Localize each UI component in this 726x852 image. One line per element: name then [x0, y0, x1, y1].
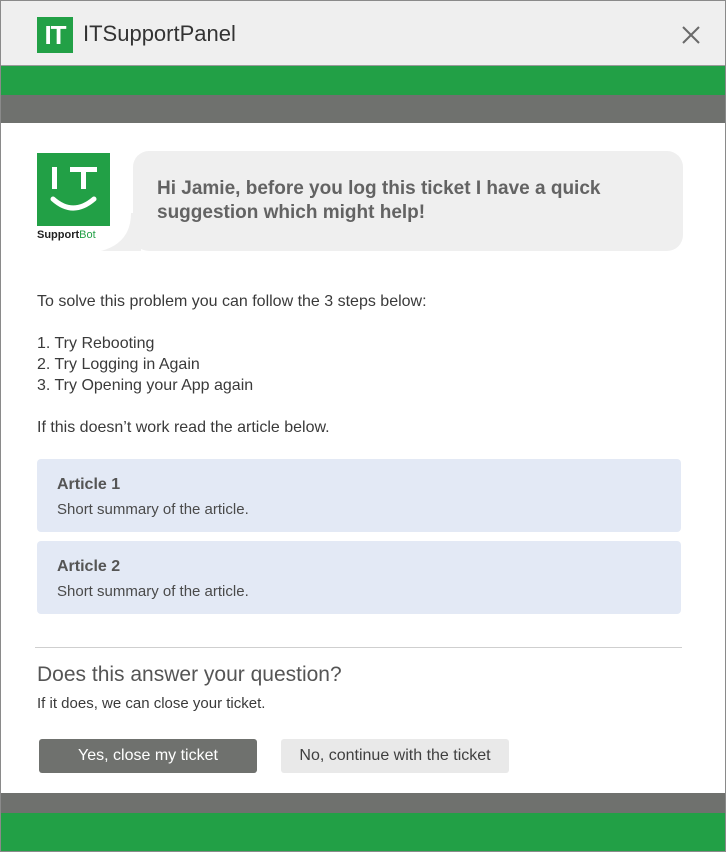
- footer-gray-band: [1, 793, 725, 813]
- footer-green-band: [1, 813, 725, 851]
- steps-list: [37, 333, 253, 396]
- dialog-content: [1, 123, 725, 793]
- bot-message: Hi Jamie, before you log this ticket I have a quick suggestion which might help!: [157, 178, 601, 223]
- article-summary: Short summary of the article.: [57, 501, 249, 518]
- close-icon[interactable]: [677, 21, 705, 49]
- header-gray-band: [1, 95, 725, 123]
- app-title: ITSupportPanel: [83, 21, 236, 46]
- instructions-intro: To solve this problem you can follow the 3 steps below:: [37, 293, 427, 310]
- header-green-band: [1, 66, 725, 95]
- title-bar: [1, 1, 725, 66]
- supportbot-logo-icon: [37, 153, 110, 226]
- close-ticket-button[interactable]: Yes, close my ticket: [39, 739, 257, 773]
- it-logo: IT: [37, 17, 73, 53]
- speech-bubble: [133, 151, 683, 251]
- continue-ticket-button[interactable]: No, continue with the ticket: [281, 739, 509, 773]
- divider: [35, 647, 682, 648]
- article-card-2[interactable]: [37, 541, 681, 614]
- article-title: Article 2: [57, 558, 121, 575]
- article-title: Article 1: [57, 476, 121, 493]
- list-item: 3. Try Opening your App again: [37, 377, 254, 394]
- article-card-1[interactable]: [37, 459, 681, 532]
- list-item: 1. Try Rebooting: [37, 335, 155, 352]
- supportbot-label: SupportBot: [37, 229, 96, 241]
- list-item: 2. Try Logging in Again: [37, 356, 200, 373]
- feedback-question: Does this answer your question?: [37, 663, 342, 686]
- feedback-subtext: If it does, we can close your ticket.: [37, 695, 266, 712]
- article-summary: Short summary of the article.: [57, 583, 249, 600]
- fallback-text: If this doesn’t work read the article below.: [37, 419, 330, 436]
- supportbot-avatar: [37, 153, 110, 242]
